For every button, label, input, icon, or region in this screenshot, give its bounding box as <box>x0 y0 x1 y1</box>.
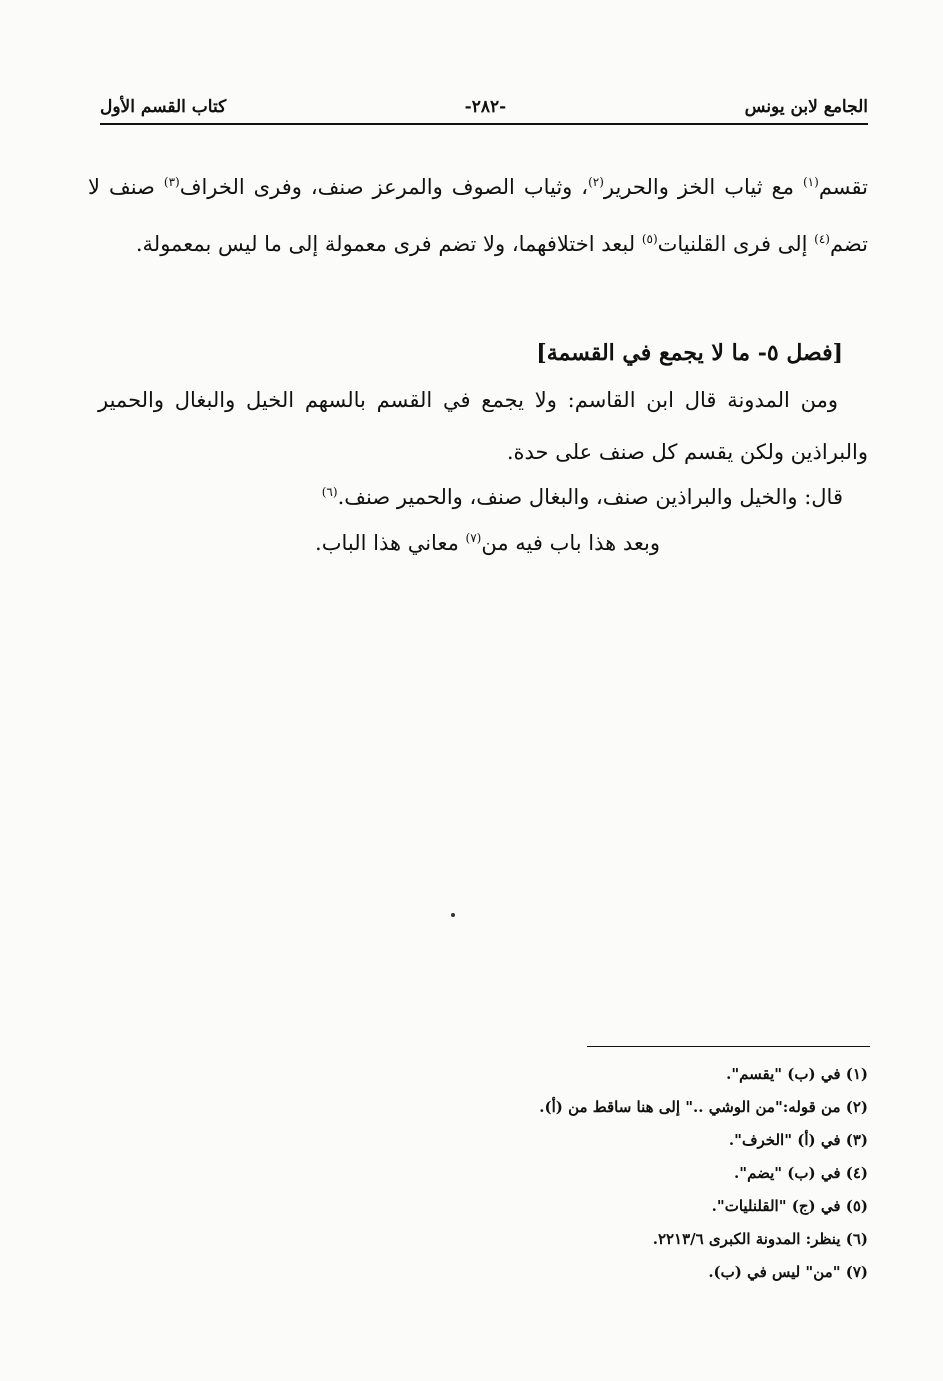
para1-text-2: مع ثياب الخز والحرير <box>603 175 803 199</box>
header-rule <box>100 123 868 125</box>
footnote-ref-2: (٢) <box>588 175 604 189</box>
para1-text-4: صنف لا تضم <box>88 175 868 256</box>
footnote-2: (٢) من قوله:"من الوشي .." إلى هنا ساقط من (أ). <box>539 1098 868 1116</box>
para1-text-5: إلى فرى القلنيات <box>657 232 815 256</box>
header-book-author: الجامع لابن يونس <box>744 97 868 117</box>
footnote-5: (٥) في (ج) "القلنليات". <box>711 1197 868 1215</box>
footnote-6: (٦) ينظر: المدونة الكبرى ٢٢١٣/٦. <box>652 1230 868 1248</box>
footnote-ref-5: (٥) <box>641 232 658 246</box>
para1-text-6: لبعد اختلافهما، ولا تضم فرى معمولة إلى ما ليس بمعمولة. <box>135 232 642 256</box>
para3-text: قال: والخيل والبراذين صنف، والبغال صنف، والحمير صنف. <box>337 485 843 509</box>
footnote-7: (٧) "من" ليس في (ب). <box>708 1263 868 1281</box>
footnote-ref-6: (٦) <box>321 485 338 499</box>
footnotes <box>348 1058 868 1289</box>
footnote-separator <box>587 1046 870 1047</box>
para1-text-3: ، وثياب الصوف والمرعز صنف، وفرى الخراف <box>179 175 589 199</box>
paragraph-2: ومن المدونة قال ابن القاسم: ولا يجمع في القسم بالسهم الخيل والبغال والحمير والبراذين ولكن يقسم كل صنف على حدة. <box>98 388 868 464</box>
footnote-ref-4: (٤) <box>814 232 830 246</box>
paragraph-4 <box>315 512 660 569</box>
footnote-1: (١) في (ب) "يقسم". <box>726 1065 868 1083</box>
footnote-ref-3: (٣) <box>163 175 180 189</box>
scan-speck <box>451 913 455 917</box>
footnote-4: (٤) في (ب) "يضم". <box>734 1164 868 1182</box>
footnote-ref-7: (٧) <box>465 531 482 545</box>
footnote-ref-1: (١) <box>802 175 819 189</box>
running-header <box>100 92 868 122</box>
page-number: -٢٨٢- <box>464 97 507 117</box>
paragraph-1 <box>88 156 868 270</box>
section-heading: [فصل ٥- ما لا يجمع في القسمة] <box>536 340 843 366</box>
para1-text-1: تقسم <box>818 175 868 199</box>
header-chapter-title: كتاب القسم الأول <box>100 97 227 117</box>
para4-text-1: وبعد هذا باب فيه من <box>481 531 660 555</box>
footnote-3: (٣) في (أ) "الخرف". <box>728 1131 868 1149</box>
para4-text-2: معاني هذا الباب. <box>315 531 466 555</box>
